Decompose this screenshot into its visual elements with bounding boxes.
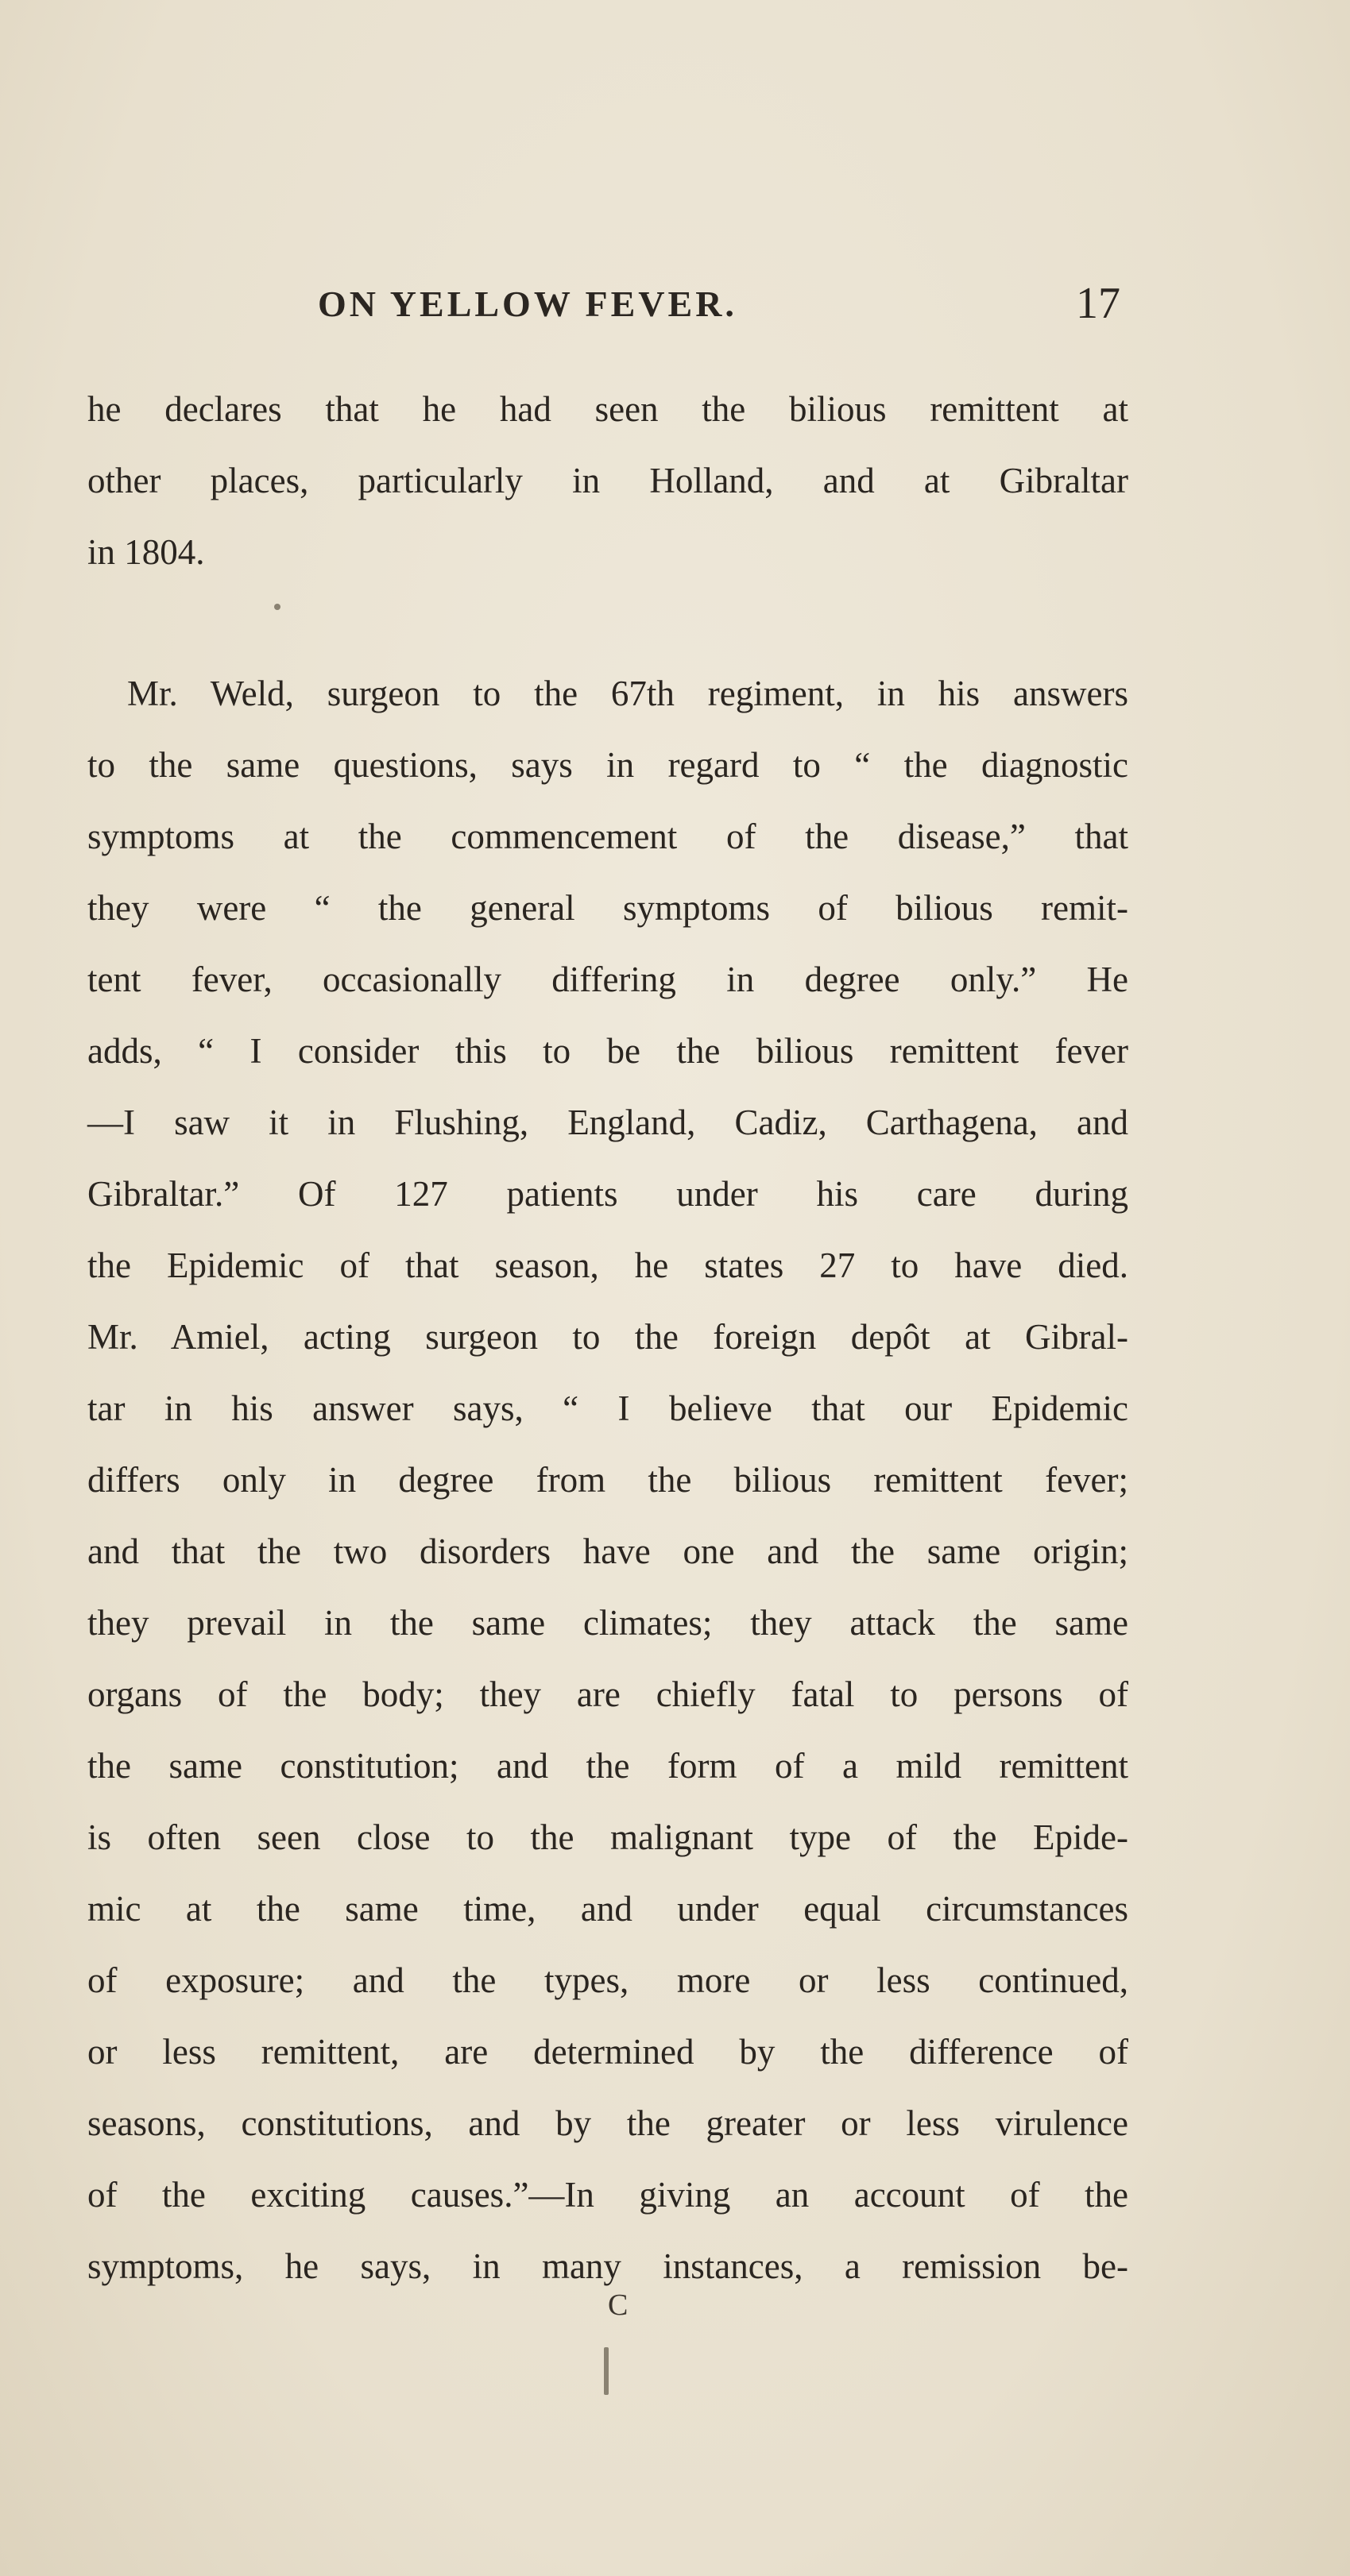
paragraph-1 (87, 373, 1128, 588)
text-line: is often seen close to the malignant type of the Epide- (87, 1817, 1128, 1857)
text-line: seasons, constitutions, and by the greater or less virulence (87, 2103, 1128, 2143)
text-line: they were “ the general symptoms of bilious remit- (87, 888, 1128, 928)
paragraph-2 (87, 658, 1128, 2302)
text-line: tent fever, occasionally differing in degree only.” He (87, 960, 1128, 999)
running-title: ON YELLOW FEVER. (318, 284, 737, 324)
text-line: symptoms at the commencement of the disease,” that (87, 817, 1128, 856)
text-line: symptoms, he says, in many instances, a remission be- (87, 2246, 1128, 2286)
text-line: Mr. Weld, surgeon to the 67th regiment, in his answers (127, 674, 1128, 713)
text-line: organs of the body; they are chiefly fatal to persons of (87, 1674, 1128, 1714)
text-line: they prevail in the same climates; they attack the same (87, 1603, 1128, 1643)
text-line: adds, “ I consider this to be the bilious remittent fever (87, 1031, 1128, 1071)
text-line: the Epidemic of that season, he states 27 to have died. (87, 1246, 1128, 1285)
text-line: differs only in degree from the bilious remittent fever; (87, 1460, 1128, 1500)
text-line: Mr. Amiel, acting surgeon to the foreign depôt at Gibral- (87, 1317, 1128, 1357)
page-number: 17 (1076, 279, 1120, 328)
body-text (87, 373, 1128, 2302)
text-line: Gibraltar.” Of 127 patients under his care during (87, 1174, 1128, 1214)
text-line: of the exciting causes.”—In giving an account of the (87, 2175, 1128, 2215)
text-line: of exposure; and the types, more or less continued, (87, 1960, 1128, 2000)
text-line: in 1804. (87, 532, 205, 572)
text-line: other places, particularly in Holland, and at Gibraltar (87, 461, 1128, 500)
text-line: mic at the same time, and under equal circumstances (87, 1889, 1128, 1929)
ink-speck (274, 604, 280, 610)
text-line: he declares that he had seen the bilious remittent at (87, 389, 1128, 429)
page-header (79, 278, 1120, 342)
text-line: to the same questions, says in regard to “ the diagnostic (87, 745, 1128, 785)
signature-mark: C (608, 2288, 629, 2322)
text-line: or less remittent, are determined by the difference of (87, 2032, 1128, 2072)
ink-speck (604, 2347, 609, 2395)
text-line: and that the two disorders have one and the same origin; (87, 1531, 1128, 1571)
text-line: —I saw it in Flushing, England, Cadiz, Carthagena, and (87, 1103, 1128, 1142)
text-line: tar in his answer says, “ I believe that our Epidemic (87, 1388, 1128, 1428)
text-line: the same constitution; and the form of a mild remittent (87, 1746, 1128, 1786)
